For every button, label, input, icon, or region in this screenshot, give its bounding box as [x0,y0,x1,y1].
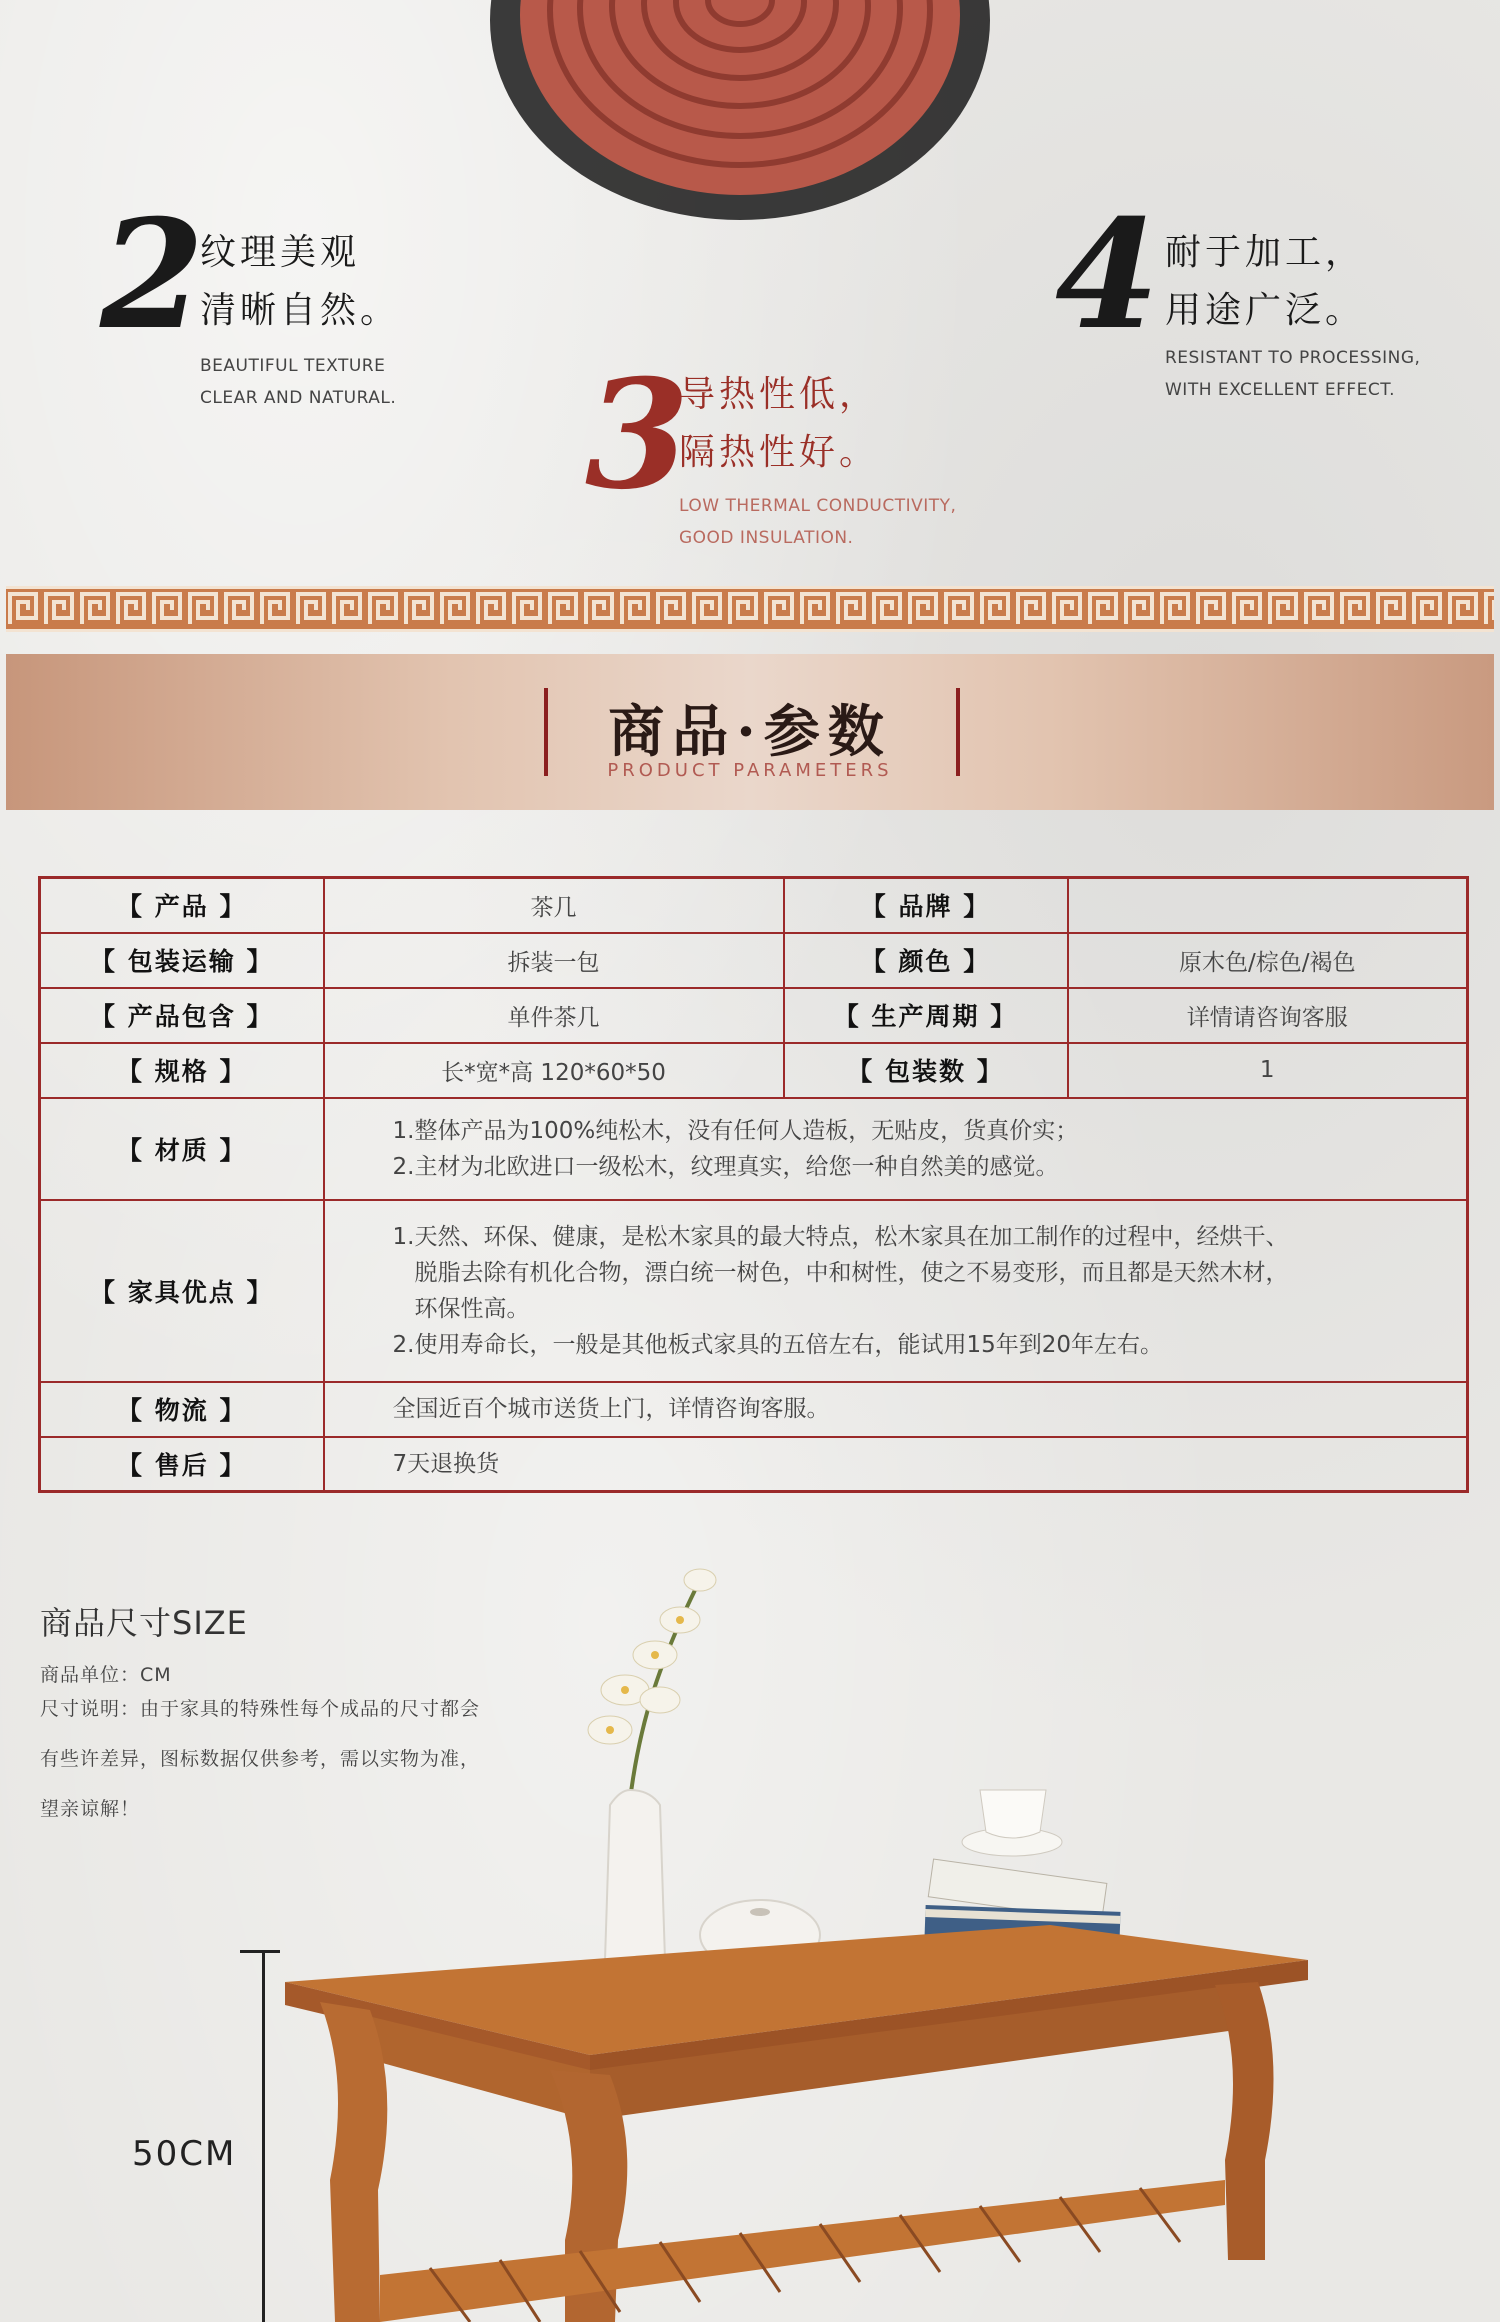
advantage-line: 2.使用寿命长，一般是其他板式家具的五倍左右，能试用15年到20年左右。 [392,1331,1163,1358]
product-params-table [38,876,1469,1493]
param-key: 【 产品 】 [40,878,324,933]
feature-subtitle-line2: WITH EXCELLENT EFFECT. [1165,380,1396,400]
feature-title-line1: 导热性低， [679,374,880,415]
table-row [40,1098,1468,1200]
param-value: 单件茶几 [324,988,784,1043]
feature-subtitle-line2: CLEAR AND NATURAL. [200,388,397,408]
param-value [1068,878,1468,933]
feature-title-line1: 耐于加工， [1165,232,1366,273]
size-note: 有些许差异，图标数据仅供参考，需以实物为准， [40,1748,481,1770]
advantage-line: 环保性高。 [414,1295,530,1322]
param-value: 详情请咨询客服 [1068,988,1468,1043]
param-key: 【 材质 】 [40,1098,324,1200]
size-unit: 商品单位：CM [40,1664,172,1686]
param-key: 【 包装运输 】 [40,933,324,988]
param-value: 1 [1068,1043,1468,1098]
banner-title: 商品·参数 [608,699,892,765]
param-value: 原木色/棕色/褐色 [1068,933,1468,988]
param-key: 【 产品包含 】 [40,988,324,1043]
feature-subtitle-line2: GOOD INSULATION. [679,528,854,548]
greek-key-border [6,586,1494,632]
table-row [40,878,1468,933]
height-dimension-label: 50CM [132,2134,237,2174]
size-note: 望亲谅解！ [40,1798,141,1820]
param-value-block [324,1098,1468,1200]
param-value: 7天退换货 [324,1437,1468,1492]
feature-number: 4 [1055,187,1160,363]
table-row [40,1043,1468,1098]
param-key: 【 生产周期 】 [784,988,1068,1043]
param-key: 【 规格 】 [40,1043,324,1098]
feature-subtitle-line1: LOW THERMAL CONDUCTIVITY, [679,496,957,516]
material-line: 2.主材为北欧进口一级松木，纹理真实，给您一种自然美的感觉。 [392,1153,1059,1180]
param-key: 【 包装数 】 [784,1043,1068,1098]
table-row [40,1200,1468,1382]
table-row [40,1437,1468,1492]
table-row [40,1382,1468,1437]
feature-number: 3 [585,347,690,523]
param-value: 拆装一包 [324,933,784,988]
param-value-block [324,1200,1468,1382]
size-note: 尺寸说明：由于家具的特殊性每个成品的尺寸都会 [40,1698,481,1720]
param-key: 【 家具优点 】 [40,1200,324,1382]
dimension-line [262,1950,265,2322]
param-value: 茶几 [324,878,784,933]
feature-title-line2: 用途广泛。 [1165,290,1366,331]
param-key: 【 物流 】 [40,1382,324,1437]
param-key: 【 颜色 】 [784,933,1068,988]
table-row [40,933,1468,988]
dimension-tick [240,1950,280,1953]
size-title: 商品尺寸SIZE [40,1604,248,1642]
table-row [40,988,1468,1043]
param-key: 【 售后 】 [40,1437,324,1492]
section-banner [6,654,1494,810]
feature-title-line2: 清晰自然。 [200,290,401,331]
coffee-table-image [0,1540,1500,2322]
banner-subtitle: PRODUCT PARAMETERS [607,760,893,781]
feature-title-line2: 隔热性好。 [679,432,880,473]
feature-number: 2 [100,187,205,363]
advantage-line: 1.天然、环保、健康，是松木家具的最大特点，松木家具在加工制作的过程中，经烘干、 [392,1223,1289,1250]
feature-subtitle-line1: BEAUTIFUL TEXTURE [200,356,386,376]
param-key: 【 品牌 】 [784,878,1068,933]
advantage-line: 脱脂去除有机化合物，漂白统一树色，中和树性，使之不易变形，而且都是天然木材， [414,1259,1289,1286]
param-value: 全国近百个城市送货上门，详情咨询客服。 [324,1382,1468,1437]
wood-slice-image [440,0,1040,280]
material-line: 1.整体产品为100%纯松木，没有任何人造板，无贴皮，货真价实； [392,1117,1079,1144]
feature-subtitle-line1: RESISTANT TO PROCESSING, [1165,348,1421,368]
feature-title-line1: 纹理美观 [200,232,361,273]
param-value: 长*宽*高 120*60*50 [324,1043,784,1098]
